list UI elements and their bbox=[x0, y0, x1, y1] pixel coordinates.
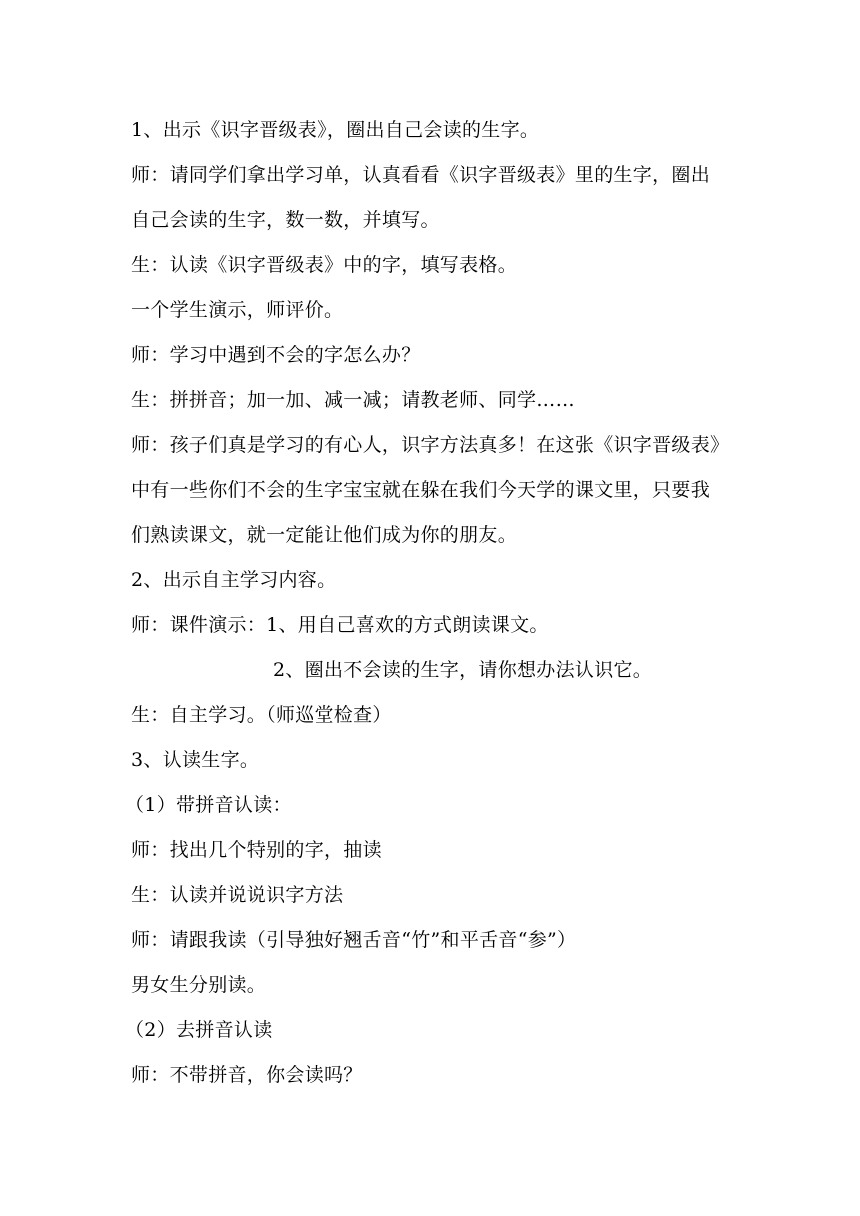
paragraph-line: 生：认读《识字晋级表》中的字，填写表格。 bbox=[131, 254, 518, 276]
step-heading-1: 1、出示《识字晋级表》，圈出自己会读的生字。 bbox=[131, 119, 540, 141]
paragraph-line: 一个学生演示，师评价。 bbox=[131, 299, 344, 321]
paragraph-line: 男女生分别读。 bbox=[131, 974, 267, 996]
paragraph-line: 生：拼拼音；加一加、减一减；请教老师、同学…… bbox=[131, 389, 575, 411]
document-body bbox=[125, 108, 737, 1098]
paragraph-line: 自己会读的生字，数一数，并填写。 bbox=[131, 209, 440, 231]
paragraph-line: 生：自主学习。（师巡堂检查） bbox=[131, 704, 392, 726]
paragraph-line: 中有一些你们不会的生字宝宝就在躲在我们今天学的课文里，只要我 bbox=[131, 479, 711, 501]
sub-heading-1: （1）带拼音认读： bbox=[125, 794, 292, 816]
paragraph-line: 师：请同学们拿出学习单，认真看看《识字晋级表》里的生字，圈出 bbox=[131, 164, 711, 186]
step-heading-2: 2、出示自主学习内容。 bbox=[131, 569, 337, 591]
paragraph-line: 师：请跟我读（引导独好翘舌音“竹”和平舌音“参”） bbox=[131, 929, 577, 951]
paragraph-line-indented: 2、圈出不会读的生字，请你想办法认识它。 bbox=[273, 659, 653, 681]
paragraph-line: 师：学习中遇到不会的字怎么办？ bbox=[131, 344, 421, 366]
paragraph-line: 师：课件演示：1、用自己喜欢的方式朗读课文。 bbox=[131, 614, 549, 636]
paragraph-line: 们熟读课文，就一定能让他们成为你的朋友。 bbox=[131, 524, 518, 546]
paragraph-line: 生：认读并说说识字方法 bbox=[131, 884, 344, 906]
step-heading-3: 3、认读生字。 bbox=[131, 749, 260, 771]
paragraph-line: 师：不带拼音，你会读吗？ bbox=[131, 1064, 363, 1086]
paragraph-line: 师：找出几个特别的字，抽读 bbox=[131, 839, 382, 861]
paragraph-line: 师：孩子们真是学习的有心人，识字方法真多！在这张《识字晋级表》 bbox=[131, 434, 730, 456]
sub-heading-2: （2）去拼音认读 bbox=[125, 1019, 273, 1041]
